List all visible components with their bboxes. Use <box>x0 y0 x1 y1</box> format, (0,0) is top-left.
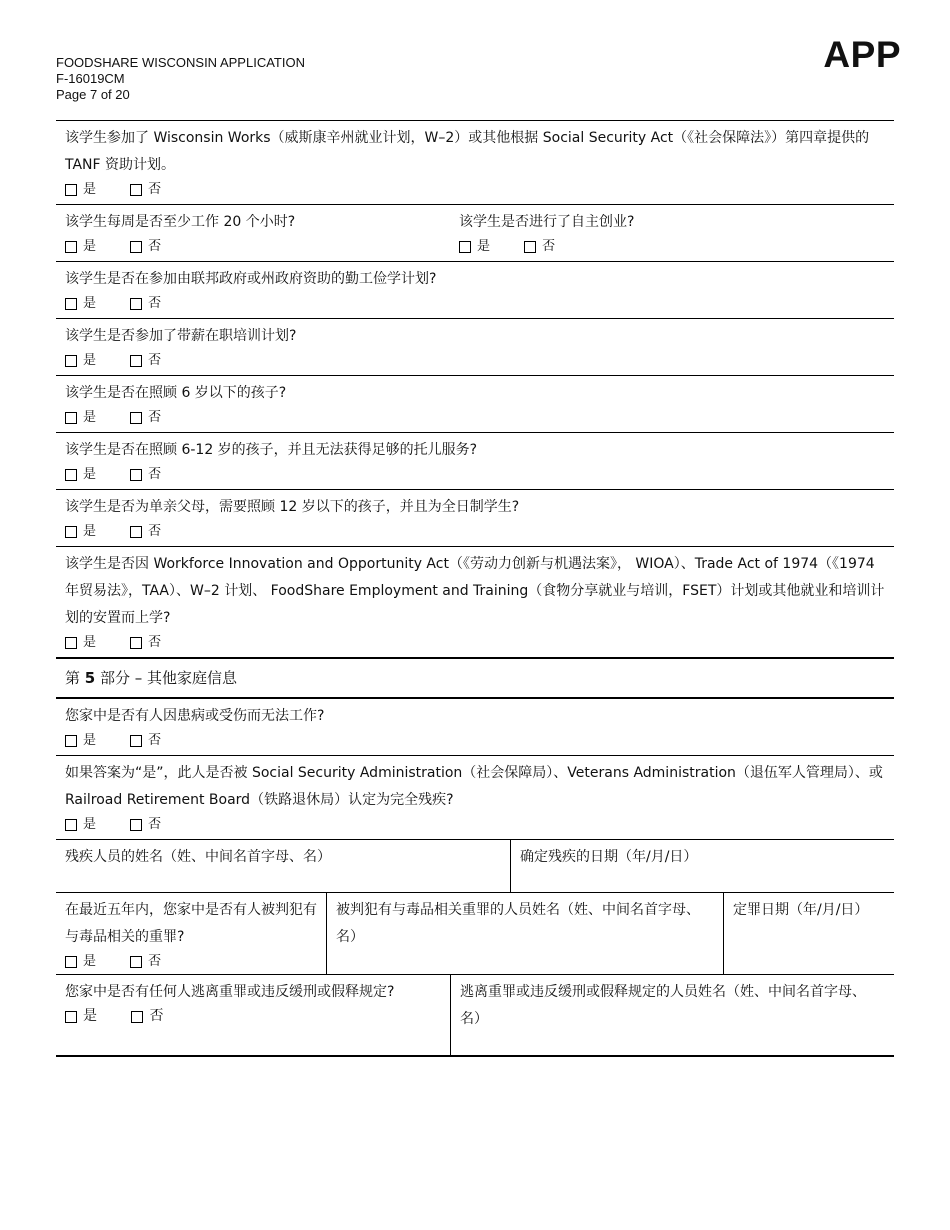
question-placement: 该学生是否因 Workforce Innovation and Opportunity Act（《劳动力创新与机遇法案》， WIOA）、Trade Act of 1974（《1974 年贸易法》，TAA）、W–2 计划、 FoodShare Employment and Training（食物分享就业与培训，FSET）计划或其他就业和培训计划的安置而上学? <box>65 556 885 626</box>
no-checkbox[interactable] <box>130 469 142 481</box>
no-option[interactable]: 否 <box>130 464 161 485</box>
form-title: FOODSHARE WISCONSIN APPLICATION <box>56 55 305 70</box>
row-disabled-person <box>56 839 894 892</box>
no-checkbox[interactable] <box>131 1011 143 1023</box>
yes-checkbox[interactable] <box>65 412 77 424</box>
row-child-under6 <box>56 375 894 432</box>
row-disabled <box>56 755 894 839</box>
yes-checkbox[interactable] <box>65 298 77 310</box>
question-child-6-12: 该学生是否在照顾 6-12 岁的孩子，并且无法获得足够的托儿服务? <box>65 442 478 458</box>
no-option[interactable]: 否 <box>130 236 161 257</box>
disability-date-field[interactable] <box>510 840 894 892</box>
yes-checkbox[interactable] <box>65 469 77 481</box>
row-fleeing <box>56 974 894 1057</box>
yes-option[interactable]: 是 <box>65 814 96 835</box>
yes-option[interactable]: 是 <box>65 1006 97 1027</box>
question-w2-tanf: 该学生参加了 Wisconsin Works（威斯康辛州就业计划，W–2）或其他根据 Social Security Act（《社会保障法》）第四章提供的 TANF 资助计划。 <box>65 130 870 173</box>
row-child-6-12 <box>56 432 894 489</box>
row-work-study <box>56 261 894 318</box>
question-drug-felony: 在最近五年内，您家中是否有人被判犯有与毒品相关的重罪? <box>65 902 317 945</box>
no-option[interactable]: 否 <box>131 1006 163 1027</box>
row-work-hours <box>56 204 894 261</box>
yes-checkbox[interactable] <box>65 819 77 831</box>
yes-option[interactable]: 是 <box>65 293 96 314</box>
no-checkbox[interactable] <box>130 298 142 310</box>
row-ill-injured <box>56 697 894 755</box>
no-option[interactable]: 否 <box>130 293 161 314</box>
no-option[interactable]: 否 <box>130 179 161 200</box>
conviction-date-field[interactable] <box>723 893 894 974</box>
no-checkbox[interactable] <box>130 241 142 253</box>
yes-checkbox[interactable] <box>65 241 77 253</box>
fleeing-name-field[interactable] <box>450 975 894 1055</box>
app-label: APP <box>823 34 901 75</box>
cell-fleeing-question <box>56 975 450 1055</box>
form-body <box>56 120 894 1057</box>
section-5-title: 第 5 部分 – 其他家庭信息 <box>56 657 894 697</box>
no-option[interactable]: 否 <box>130 730 161 751</box>
no-option[interactable]: 否 <box>130 521 161 542</box>
row-ojt <box>56 318 894 375</box>
no-checkbox[interactable] <box>130 412 142 424</box>
cell-work20 <box>56 205 450 261</box>
row-w2-tanf <box>56 120 894 204</box>
form-header <box>56 55 305 103</box>
no-checkbox[interactable] <box>524 241 536 253</box>
question-work-study: 该学生是否在参加由联邦政府或州政府资助的勤工俭学计划? <box>65 271 437 287</box>
question-self-employed: 该学生是否进行了自主创业? <box>459 214 635 230</box>
no-checkbox[interactable] <box>130 526 142 538</box>
disabled-name-field[interactable] <box>56 840 510 892</box>
no-checkbox[interactable] <box>130 184 142 196</box>
yes-checkbox[interactable] <box>65 184 77 196</box>
no-checkbox[interactable] <box>130 637 142 649</box>
no-checkbox[interactable] <box>130 819 142 831</box>
question-single-parent: 该学生是否为单亲父母，需要照顾 12 岁以下的孩子，并且为全日制学生? <box>65 499 520 515</box>
no-option[interactable]: 否 <box>130 407 161 428</box>
yes-option[interactable]: 是 <box>65 350 96 371</box>
page-number: Page 7 of 20 <box>56 87 130 102</box>
yes-option[interactable]: 是 <box>65 730 96 751</box>
section-number: 5 <box>84 669 96 687</box>
drug-felony-name-field[interactable] <box>326 893 723 974</box>
cell-self-employed <box>450 205 894 261</box>
row-single-parent <box>56 489 894 546</box>
question-ill-injured: 您家中是否有人因患病或受伤而无法工作? <box>65 708 325 724</box>
no-option[interactable]: 否 <box>130 951 161 972</box>
no-option[interactable]: 否 <box>130 632 161 653</box>
yes-checkbox[interactable] <box>65 956 77 968</box>
yes-checkbox[interactable] <box>459 241 471 253</box>
drug-felony-name-label: 被判犯有与毒品相关重罪的人员姓名（姓、中间名首字母、名） <box>336 902 700 945</box>
yes-option[interactable]: 是 <box>65 179 96 200</box>
no-option[interactable]: 否 <box>524 236 555 257</box>
cell-drug-felony-question <box>56 893 326 974</box>
yes-option[interactable]: 是 <box>65 464 96 485</box>
no-checkbox[interactable] <box>130 355 142 367</box>
yes-checkbox[interactable] <box>65 1011 77 1023</box>
yes-checkbox[interactable] <box>65 735 77 747</box>
question-child-under6: 该学生是否在照顾 6 岁以下的孩子? <box>65 385 287 401</box>
form-number: F-16019CM <box>56 71 125 86</box>
no-option[interactable]: 否 <box>130 350 161 371</box>
row-drug-felony <box>56 892 894 974</box>
yes-option[interactable]: 是 <box>65 236 96 257</box>
yes-checkbox[interactable] <box>65 526 77 538</box>
disabled-name-label: 残疾人员的姓名（姓、中间名首字母、名） <box>65 849 331 865</box>
yes-checkbox[interactable] <box>65 355 77 367</box>
question-ojt: 该学生是否参加了带薪在职培训计划? <box>65 328 297 344</box>
yes-option[interactable]: 是 <box>65 521 96 542</box>
no-option[interactable]: 否 <box>130 814 161 835</box>
question-work20: 该学生每周是否至少工作 20 个小时? <box>65 214 296 230</box>
fleeing-name-label: 逃离重罪或违反缓刑或假释规定的人员姓名（姓、中间名首字母、名） <box>460 984 866 1027</box>
no-checkbox[interactable] <box>130 735 142 747</box>
yes-option[interactable]: 是 <box>65 951 96 972</box>
yes-checkbox[interactable] <box>65 637 77 649</box>
disability-date-label: 确定残疾的日期（年/月/日） <box>520 849 698 865</box>
yes-option[interactable]: 是 <box>65 632 96 653</box>
yes-option[interactable]: 是 <box>65 407 96 428</box>
no-checkbox[interactable] <box>130 956 142 968</box>
yes-option[interactable]: 是 <box>459 236 490 257</box>
question-disabled: 如果答案为“是”，此人是否被 Social Security Administration（社会保障局）、Veterans Administration（退伍军人管理局）、或 Railroad Retirement Board（铁路退休局）认定为完全残疾? <box>65 765 883 808</box>
row-placement <box>56 546 894 657</box>
conviction-date-label: 定罪日期（年/月/日） <box>733 902 869 918</box>
question-fleeing: 您家中是否有任何人逃离重罪或违反缓刑或假释规定? <box>65 984 395 1000</box>
